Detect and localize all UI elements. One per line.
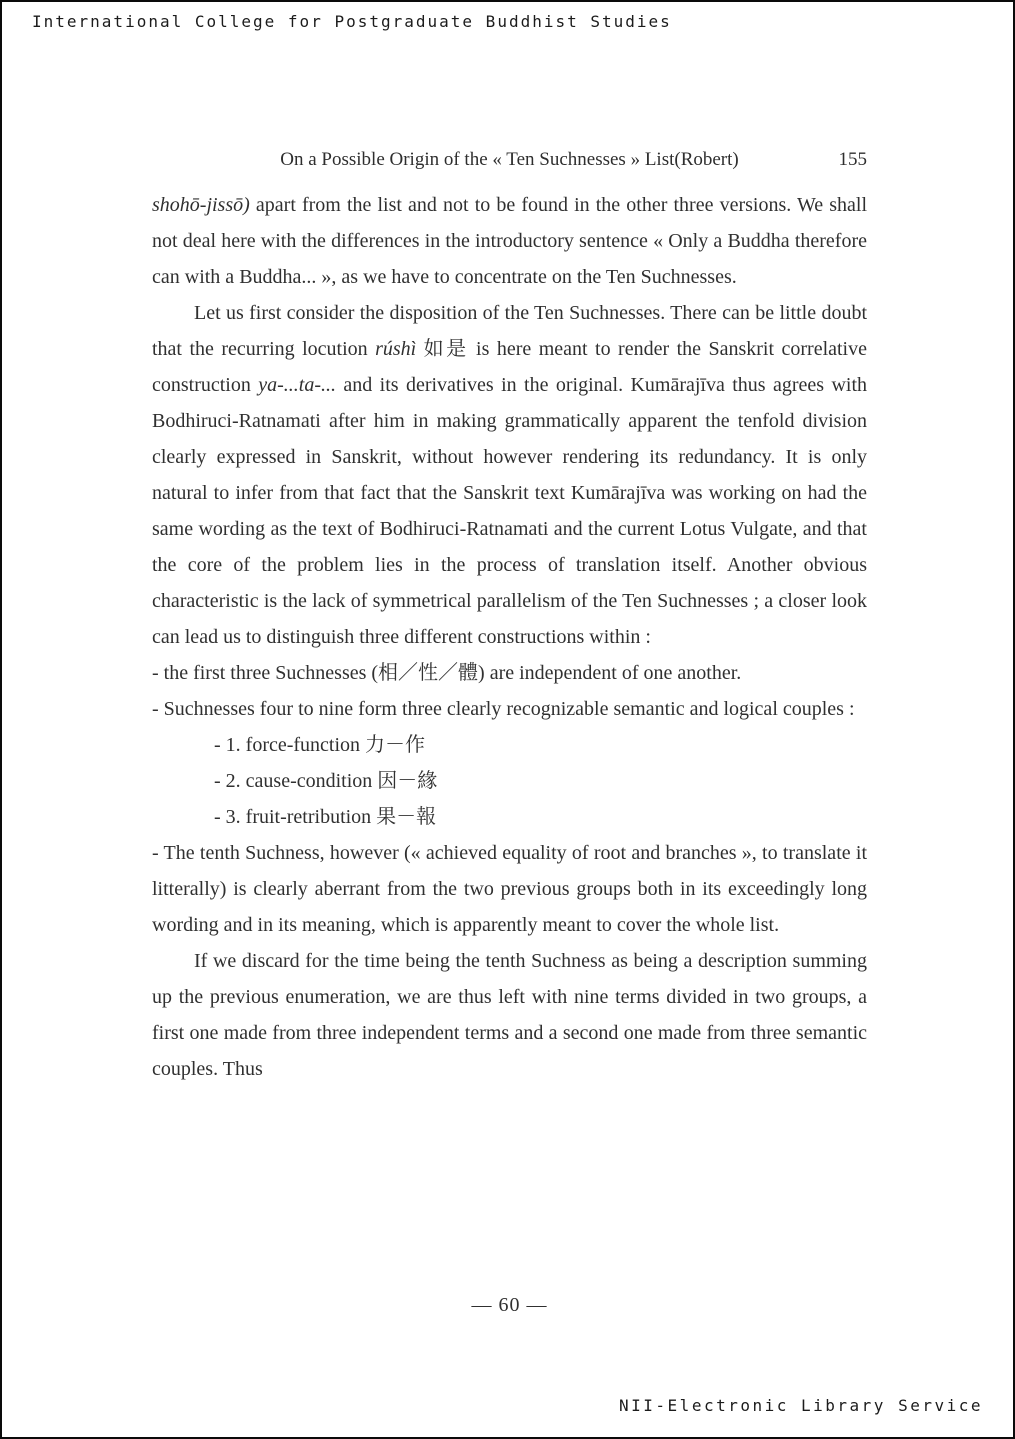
italic-run: ya-...ta-... xyxy=(258,374,337,396)
running-header xyxy=(152,147,867,187)
list-item xyxy=(152,655,867,691)
library-footer-watermark: NII-Electronic Library Service xyxy=(619,1396,983,1415)
text-run: 如是 is here meant to render the Sanskrit correlative construction xyxy=(152,338,867,396)
list-item xyxy=(152,763,867,799)
page-number-top: 155 xyxy=(838,149,867,170)
paragraph xyxy=(152,295,867,655)
article-body xyxy=(152,187,867,1087)
text-run: - 3. fruit-retribution 果－報 xyxy=(214,806,437,828)
list-item xyxy=(152,835,867,943)
text-run: - the first three Suchnesses (相／性／體) are independent of one another. xyxy=(152,662,742,684)
text-run: - The tenth Suchness, however (« achieved equality of root and branches », to translate it litterally) is clearly aberrant from the two previous groups both in its exceedingly long wording and in its meaning, which is apparently meant to cover the whole list. xyxy=(152,842,867,936)
text-run: - 2. cause-condition 因－緣 xyxy=(214,770,438,792)
text-run: Let us first consider the disposition of the Ten Suchnesses. There can be little doubt that the recurring locution xyxy=(152,302,867,360)
text-run: and its derivatives in the original. Kumārajīva thus agrees with Bodhiruci-Ratnamati after him in making grammatically apparent the tenfold division clearly expressed in Sanskrit, without however rendering its redundancy. It is only natural to infer from that fact that the Sanskrit text Kumārajīva was working on had the same wording as the text of Bodhiruci-Ratnamati and the current Lotus Vulgate, and that the core of the problem lies in the process of translation itself. Another obvious characteristic is the lack of symmetrical parallelism of the Ten Suchnesses ; a closer look can lead us to distinguish three different constructions within : xyxy=(152,374,867,648)
running-title: On a Possible Origin of the « Ten Suchnesses » List(Robert) xyxy=(280,149,739,170)
text-run: - 1. force-function 力－作 xyxy=(214,734,426,756)
list-item xyxy=(152,799,867,835)
page-number-bottom: — 60 — xyxy=(471,1294,548,1316)
text-run: - Suchnesses four to nine form three clearly recognizable semantic and logical couples : xyxy=(152,698,855,720)
text-run: apart from the list and not to be found in the other three versions. We shall not deal here with the differences in the introductory sentence « Only a Buddha therefore can with a Buddha... », as we have to concentrate on the Ten Suchnesses. xyxy=(152,194,867,288)
paragraph xyxy=(152,187,867,295)
paragraph xyxy=(152,943,867,1087)
list-item xyxy=(152,727,867,763)
library-header-watermark: International College for Postgraduate Buddhist Studies xyxy=(32,12,672,31)
list-item xyxy=(152,691,867,727)
italic-run: shohō-jissō) xyxy=(152,194,250,216)
text-column xyxy=(152,147,867,1087)
italic-run: rúshì xyxy=(375,338,417,360)
text-run: If we discard for the time being the tenth Suchness as being a description summing up the previous enumeration, we are thus left with nine terms divided in two groups, a first one made from three independent terms and a second one made from three semantic couples. Thus xyxy=(152,950,867,1080)
